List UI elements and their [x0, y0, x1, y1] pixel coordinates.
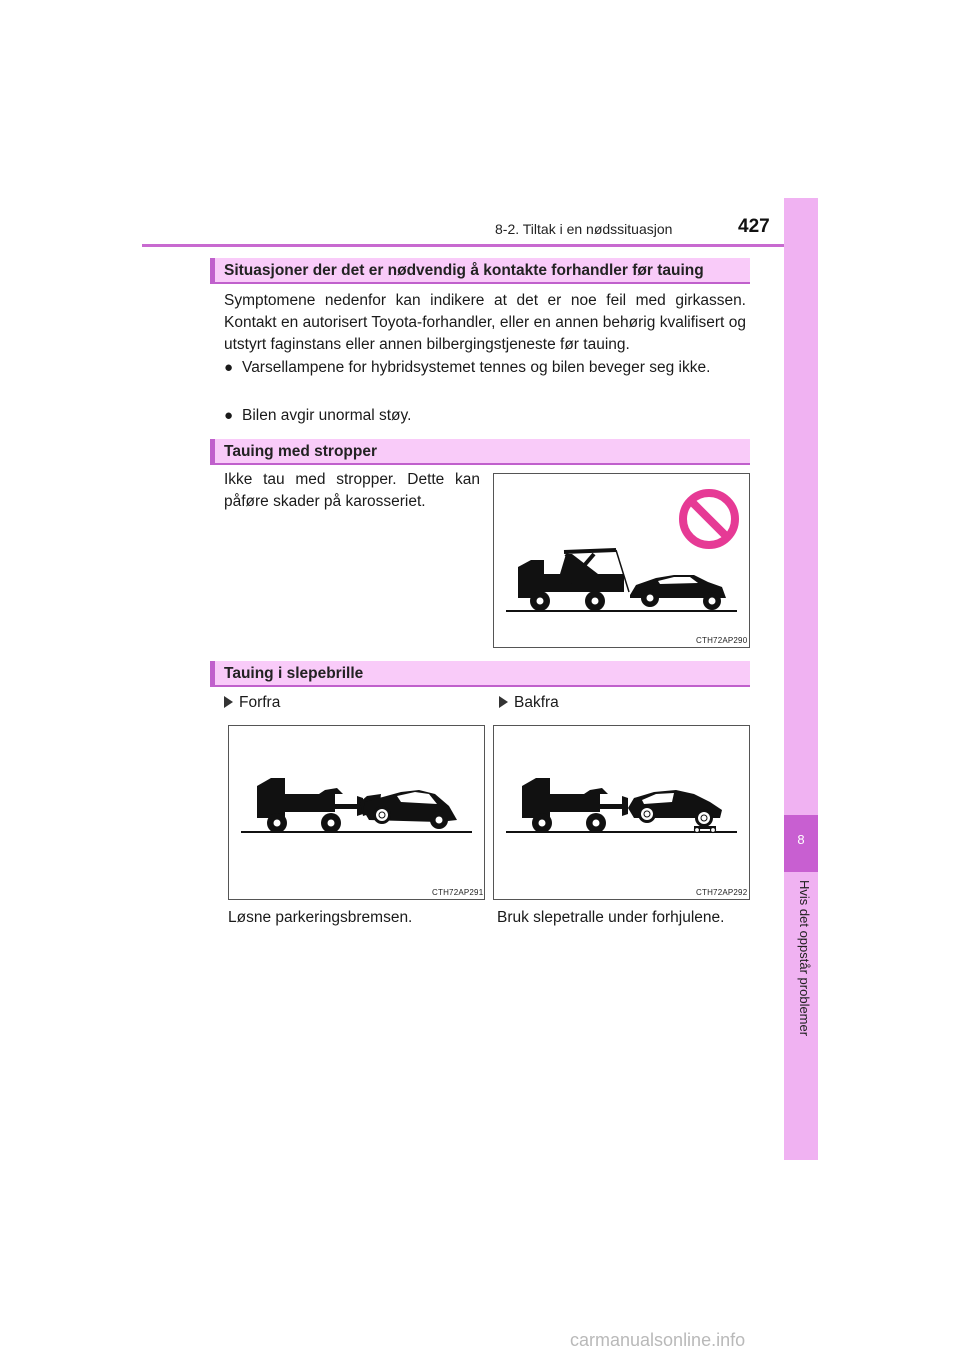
- bullet-icon: ●: [224, 359, 234, 376]
- rear-towing-illustration: [494, 726, 749, 899]
- section-header-wheel-lift: [210, 661, 750, 687]
- view-label-rear: Bakfra: [499, 694, 559, 712]
- section-reference: 8-2. Tiltak i en nødssituasjon: [495, 221, 673, 237]
- section-title: Tauing med stropper: [224, 443, 378, 460]
- section-title: Situasjoner der det er nødvendig å kontakte forhandler før tauing: [224, 262, 704, 279]
- bullet-item: [224, 357, 746, 401]
- figure-code: CTH72AP292: [696, 888, 748, 897]
- dealer-paragraph: Symptomene nedenfor kan indikere at det er noe feil med girkassen. Kontakt en autorisert Toyota-forhandler, eller en annen behørig kvalifisert og utstyrt faginstans eller annen bilbergingstjeneste før tauing.: [224, 292, 746, 353]
- chapter-title: Hvis det oppstår problemer: [797, 880, 812, 1037]
- figure-rear-towing: [493, 725, 750, 900]
- prohibited-icon: [683, 493, 735, 545]
- bullet-text: Varsellampene for hybridsystemet tennes og bilen beveger seg ikke.: [242, 359, 711, 376]
- bullet-text: Bilen avgir unormal støy.: [242, 407, 412, 424]
- figure-code: CTH72AP291: [432, 888, 484, 897]
- section-header-dealer: [210, 258, 750, 284]
- strap-towing-illustration: [494, 474, 749, 647]
- figure-code: CTH72AP290: [696, 636, 748, 645]
- view-label-front: Forfra: [224, 694, 280, 712]
- footer-watermark: carmanualsonline.info: [570, 1330, 746, 1350]
- figure-front-towing: [228, 725, 485, 900]
- front-towing-illustration: [229, 726, 484, 899]
- bullet-item: [224, 405, 746, 427]
- straps-paragraph: Ikke tau med stropper. Dette kan påføre skader på karosseriet.: [224, 471, 480, 510]
- section-title: Tauing i slepebrille: [224, 665, 364, 682]
- section-header-straps: [210, 439, 750, 465]
- bullet-icon: ●: [224, 407, 234, 424]
- triangle-arrow-icon: [224, 696, 233, 708]
- figure-strap-towing: [493, 473, 750, 648]
- header-divider: [142, 244, 818, 247]
- caption-front: Løsne parkeringsbremsen.: [228, 909, 413, 926]
- chapter-number: 8: [797, 832, 805, 847]
- page-number: 427: [738, 216, 770, 237]
- triangle-arrow-icon: [499, 696, 508, 708]
- caption-rear: Bruk slepetralle under forhjulene.: [497, 909, 725, 926]
